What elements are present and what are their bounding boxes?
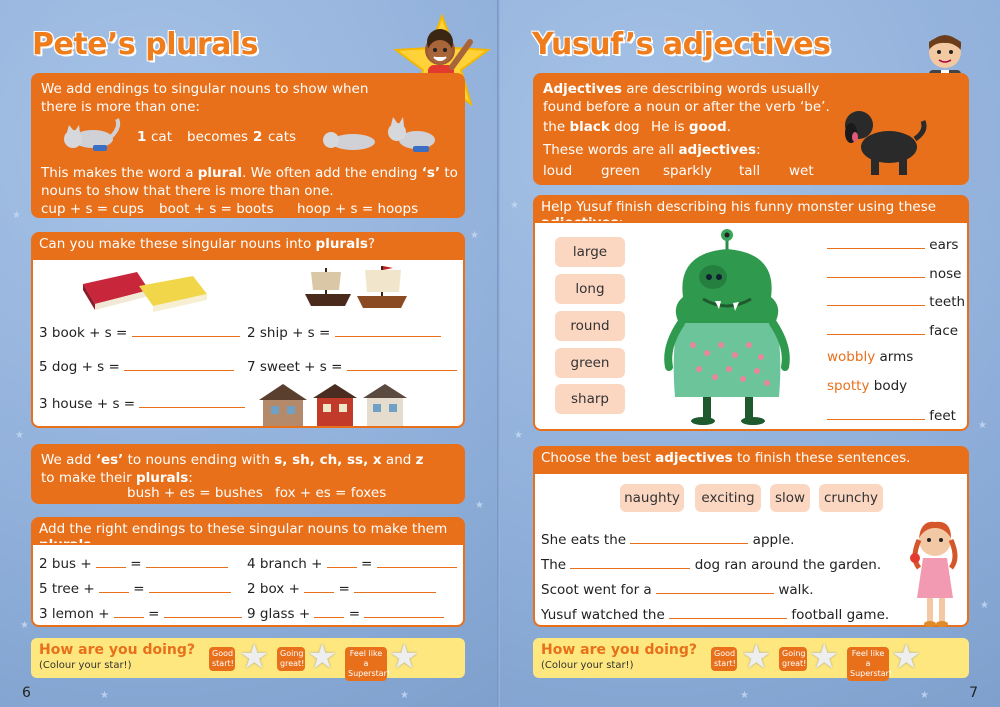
two-cats-illustration: [313, 112, 453, 156]
sentence-row: [541, 530, 794, 548]
task2-row: [247, 554, 457, 572]
example-wobbly: wobbly: [827, 349, 876, 365]
equation-bushes: bush + es = bushes: [127, 485, 263, 501]
adjective-word: tall: [739, 163, 761, 179]
ships-illustration: [301, 262, 413, 312]
adjective-word: green: [601, 163, 640, 179]
example-dot: .: [726, 119, 732, 135]
answer-line[interactable]: [124, 357, 234, 371]
example-dog: dog: [609, 119, 640, 135]
part-nose: nose: [929, 266, 962, 282]
es-text-a: We add: [41, 452, 96, 468]
task2-row: [247, 604, 444, 622]
plural-intro-box: [31, 73, 465, 218]
badge-going-great: Going great!: [779, 647, 807, 671]
sentence1-end: apple.: [752, 532, 795, 548]
sentence-row: [541, 555, 881, 573]
task2-row: [39, 554, 228, 572]
task1-header-end: ?: [367, 236, 376, 252]
page-number: 6: [22, 685, 31, 701]
task1-box: [31, 258, 465, 428]
task1-row: [39, 323, 240, 341]
part-ears: ears: [929, 237, 959, 253]
ending-line[interactable]: [327, 554, 357, 568]
page-number: 7: [969, 685, 978, 701]
task2-box: [31, 543, 465, 627]
adjective-word: loud: [543, 163, 573, 179]
star-pattern: ★ ★ ★ ★ ★ ★: [510, 200, 989, 701]
answer-line[interactable]: [139, 394, 245, 408]
task1-header: [31, 232, 465, 258]
answer-line[interactable]: [364, 604, 444, 618]
star-pattern: ★ ★ ★ ★ ★ ★ ★: [12, 210, 484, 701]
answer-line[interactable]: [570, 555, 690, 569]
answer-line[interactable]: [669, 605, 787, 619]
plural-text-a: This makes the word a: [41, 165, 198, 181]
intro-text: We add endings to singular nouns to show when there is more than one:: [41, 81, 369, 115]
example-one-num: 1: [137, 129, 147, 145]
sentence-task-header: [533, 446, 969, 472]
task1-item-1: 3 book + s =: [39, 325, 128, 341]
plural-word: plural: [197, 165, 243, 181]
answer-line[interactable]: [827, 235, 925, 249]
word-chip-sharp[interactable]: sharp: [555, 384, 625, 414]
sentence4-end: football game.: [791, 607, 890, 623]
word-chip-naughty[interactable]: naughty: [620, 484, 684, 512]
ending-line[interactable]: [314, 604, 344, 618]
adjective-intro-box: [533, 73, 969, 185]
answer-line[interactable]: [630, 530, 748, 544]
ending-line[interactable]: [99, 579, 129, 593]
progress-subtitle: (Colour your star!): [39, 660, 132, 671]
answer-line[interactable]: [347, 357, 457, 371]
sentence3-end: walk.: [778, 582, 814, 598]
es-rule-text: [41, 451, 441, 487]
ending-line[interactable]: [96, 554, 126, 568]
sentence-header-end: to finish these sentences.: [732, 450, 911, 466]
girl-illustration: [905, 518, 965, 628]
monster-header-text: Help Yusuf finish describing his funny monster using these: [541, 199, 937, 215]
star-going-great-icon[interactable]: ★: [307, 637, 338, 677]
sentence-header-text: Choose the best: [541, 450, 656, 466]
monster-part-row: [827, 292, 965, 310]
task2-item-2: 4 branch +: [247, 556, 323, 572]
part-face: face: [929, 323, 959, 339]
task2-item-6: 9 glass +: [247, 606, 311, 622]
monster-part-row: [827, 264, 961, 282]
all-adjectives-bold: adjectives: [678, 142, 757, 158]
monster-part-row: [827, 349, 913, 365]
answer-line[interactable]: [146, 554, 228, 568]
ending-line[interactable]: [304, 579, 334, 593]
sentence2-start: The: [541, 557, 567, 573]
page-title: Pete’s plurals: [32, 27, 259, 62]
monster-task-box: [533, 221, 969, 431]
equals-sign: =: [148, 606, 160, 622]
star-superstar-icon[interactable]: ★: [891, 637, 922, 677]
part-feet: feet: [929, 408, 956, 424]
es-ending: ‘es’: [95, 452, 124, 468]
sentence-row: [541, 580, 814, 598]
answer-line[interactable]: [132, 323, 240, 337]
task2-item-1: 2 bus +: [39, 556, 92, 572]
equation-hoops: hoop + s = hoops: [297, 201, 419, 217]
task1-row: [39, 394, 245, 412]
badge-good-start: Good start!: [209, 647, 235, 671]
word-chip-green[interactable]: green: [555, 348, 625, 378]
answer-line[interactable]: [164, 604, 242, 618]
sentence1-start: She eats the: [541, 532, 627, 548]
answer-line[interactable]: [149, 579, 231, 593]
star-good-start-icon[interactable]: ★: [239, 637, 270, 677]
word-chip-large[interactable]: large: [555, 237, 625, 267]
answer-line[interactable]: [827, 321, 925, 335]
task1-item-4: 7 sweet + s =: [247, 359, 343, 375]
task2-item-3: 5 tree +: [39, 581, 95, 597]
equation-cups: cup + s = cups: [41, 201, 144, 217]
task1-row: [39, 357, 234, 375]
progress-title: How are you doing?: [541, 642, 697, 658]
answer-line[interactable]: [827, 292, 925, 306]
sentence3-start: Scoot went for a: [541, 582, 652, 598]
equals-sign: =: [130, 556, 142, 572]
equals-sign: =: [133, 581, 145, 597]
monster-part-row: [827, 406, 956, 424]
monster-part-row: [827, 235, 958, 253]
es-colon: :: [188, 470, 193, 486]
task2-item-4: 2 box +: [247, 581, 300, 597]
task2-header-text: Add the right endings to these singular nouns to make them: [39, 521, 448, 537]
example-one-word: cat: [151, 129, 172, 145]
books-illustration: [77, 266, 217, 312]
progress-subtitle: (Colour your star!): [541, 660, 634, 671]
part-teeth: teeth: [929, 294, 966, 310]
part-arms: arms: [879, 349, 914, 365]
example-the: the: [543, 119, 570, 135]
ending-s: ‘s’: [421, 165, 441, 181]
task1-header-text: Can you make these singular nouns into: [39, 236, 316, 252]
answer-line[interactable]: [656, 580, 774, 594]
houses-illustration: [257, 384, 417, 428]
word-chip-round[interactable]: round: [555, 311, 625, 341]
example-becomes: becomes: [187, 129, 249, 145]
task1-row: [247, 357, 457, 375]
equals-sign: =: [361, 556, 373, 572]
task2-row: [39, 604, 242, 622]
equation-boots: boot + s = boots: [159, 201, 274, 217]
example-two-word: cats: [268, 129, 297, 145]
plural-text-c: to nouns to show that there is more than one.: [41, 165, 458, 199]
example-spotty: spotty: [827, 378, 870, 394]
answer-line[interactable]: [827, 264, 925, 278]
equation-foxes: fox + es = foxes: [275, 485, 387, 501]
badge-good-start: Good start!: [711, 647, 737, 671]
word-chip-slow[interactable]: slow: [770, 484, 810, 512]
adjective-word: wet: [789, 163, 814, 179]
example-he-is: He is: [651, 119, 689, 135]
task2-row: [39, 579, 231, 597]
all-adjectives-text: These words are all: [543, 142, 679, 158]
task1-row: [247, 323, 441, 341]
badge-superstar: Feel like a Superstar!: [345, 647, 387, 681]
badge-going-great: Going great!: [277, 647, 305, 671]
page-title: Yusuf’s adjectives: [532, 27, 831, 62]
task2-row: [247, 579, 436, 597]
cat-eating-illustration: [55, 113, 125, 155]
task2-header: [31, 517, 465, 543]
es-rule-box: [31, 444, 465, 504]
right-page: [500, 0, 1000, 707]
answer-line[interactable]: [354, 579, 436, 593]
answer-line[interactable]: [377, 554, 457, 568]
monster-part-row: [827, 321, 958, 339]
task1-header-plurals: plurals: [315, 236, 368, 252]
progress-title: How are you doing?: [39, 642, 195, 658]
es-and: and: [381, 452, 416, 468]
sentence2-end: dog ran around the garden.: [694, 557, 882, 573]
black-dog-illustration: [839, 103, 929, 179]
sentence4-start: Yusuf watched the: [541, 607, 665, 623]
example-good: good: [688, 119, 727, 135]
ending-line[interactable]: [114, 604, 144, 618]
progress-box: [31, 638, 465, 678]
equals-sign: =: [348, 606, 361, 622]
example-two-num: 2: [253, 129, 263, 145]
monster-task-header: [533, 195, 969, 221]
sentence-header-adjectives: adjectives: [655, 450, 733, 466]
sentence-task-box: [533, 472, 969, 627]
answer-line[interactable]: [827, 406, 925, 420]
adjective-word: sparkly: [663, 163, 712, 179]
adjectives-word: Adjectives: [543, 81, 622, 97]
task1-item-5: 3 house + s =: [39, 396, 136, 412]
word-chip-crunchy[interactable]: crunchy: [819, 484, 883, 512]
plural-text-b: . We often add the ending: [242, 165, 422, 181]
equals-sign: =: [338, 581, 350, 597]
progress-box: [533, 638, 969, 678]
part-body: body: [873, 378, 908, 394]
es-text-c: to make their: [41, 470, 136, 486]
word-chip-exciting[interactable]: exciting: [695, 484, 761, 512]
word-chip-long[interactable]: long: [555, 274, 625, 304]
star-going-great-icon[interactable]: ★: [809, 637, 840, 677]
monster-part-row: [827, 378, 907, 394]
all-adjectives-colon: :: [756, 142, 761, 158]
task1-item-2: 2 ship + s =: [247, 325, 331, 341]
sentence-row: [541, 605, 889, 623]
answer-line[interactable]: [335, 323, 441, 337]
star-good-start-icon[interactable]: ★: [741, 637, 772, 677]
es-plurals: plurals: [135, 470, 189, 486]
es-endings: s, sh, ch, ss, x: [274, 452, 382, 468]
es-z: z: [415, 452, 424, 468]
monster-illustration: [663, 227, 793, 427]
example-black: black: [569, 119, 610, 135]
badge-superstar: Feel like a Superstar!: [847, 647, 889, 681]
star-superstar-icon[interactable]: ★: [389, 637, 420, 677]
task1-item-3: 5 dog + s =: [39, 359, 120, 375]
task2-item-5: 3 lemon +: [39, 606, 110, 622]
adjective-definition: are describing words usually found before a noun or after the verb ‘be’.: [543, 81, 830, 115]
es-text-b: to nouns ending with: [123, 452, 275, 468]
